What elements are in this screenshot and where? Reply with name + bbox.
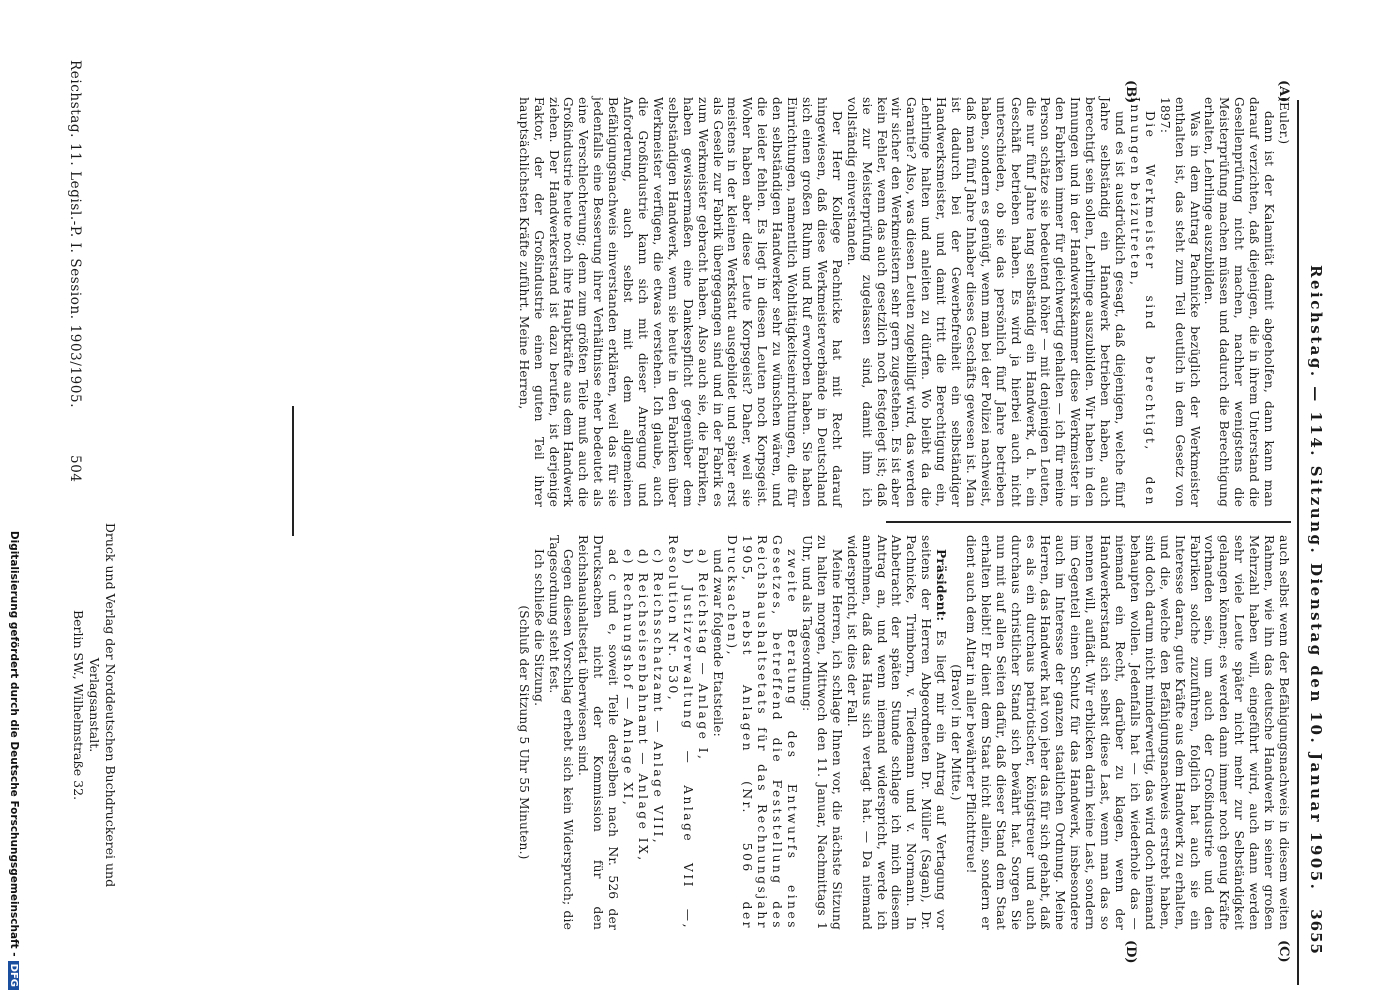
dfg-logo-icon: DFG [8,961,19,990]
legislature-info: Reichstag. 11. Legisl.-P. I. Session. 1903/1905. [67,60,83,409]
list-item: c) Reichsschatzamt — Anlage VIII, [650,549,665,846]
president-statement [844,535,948,930]
paragraph: Der Herr Kollege Pachnicke hat mit Recht darauf hingewiesen, daß diese Werkmeisterverbände in Deutschland sich einen großen Ruhm und Ruf erworben haben. Sie haben Einrichtungen, namentlich Wohltätigkeitseinrichtungen, die für den selbständigen Handwerker sehr zu wünschen wären, und die leider fehlen. Es liegt in diesen Leuten noch Korpsgeist. Woher haben aber diese Leute Korpsgeist? Daher, weil sie meistens in der kleinen Werkstatt ausgebildet und später erst als Geselle zur Fabrik übergegangen sind und in der Fabrik es zum Werkmeister gebracht haben. Also auch sie, die Fabriken, haben gewissermaßen eine Dankespflicht gegenüber dem selbständigen Handwerk, wenn sie heute in den Fabriken über Werkmeister verfügen, die etwas verstehen. Ich glaube, auch die Großindustrie kann sich mit dieser Anregung und Anforderung, auch selbst mit dem allgemeinen Befähigungsnachweis einverstanden erklären, weil das für sie jedenfalls eine Besserung ihrer Verhältnisse eher bedeutet als eine Verschlechterung; denn zum größten Teile muß auch die Großindustrie heute noch ihre Hauptkräfte aus dem Handwerk ziehen. Der Handwerkerstand ist dazu berufen, ist derjenige Faktor, der der Großindustrie einen guten Teil ihrer hauptsächlichsten Kräfte zuführt. Meine Herren, [516,97,844,507]
credit-text: Digitalisierung gefördert durch die Deutsche Forschungsgemeinschaft - [8,530,20,957]
header-rule [1297,100,1299,985]
agenda-item: zweite Beratung des Entwurfs eines Gesetzes, betreffend die Feststellung des Reichshaushaltsetats für das Rechnungsjahr 1905, nebst Anlagen (Nr. 506 der Drucksachen), [725,535,800,930]
imprint-line: Druck und Verlag der Norddeutschen Buchdruckerei und Verlagsanstalt. [87,522,118,888]
left-column [516,97,1291,507]
law-quote: Die Werkmeister sind berechtigt, den Innungen beizutreten, [1127,97,1157,507]
right-column [516,535,1291,930]
list-item: a) Reichstag — Anlage I, [695,549,710,762]
paragraph: Ich schließe die Sitzung. [531,549,546,707]
president-label: Präsident: [934,549,949,622]
digitization-credit [8,0,20,990]
paragraph: Gegen diesen Vorschlag erhebt sich kein Widerspruch; die Tagesordnung steht fest. [546,535,576,930]
paragraph: auch selbst wenn der Befähigungsnachweis in diesem weiten Rahmen, wie ihn das deutsche Handwerk in seiner großen Mehrzahl haben will, eingeführt wird, auch dann werden sehr viele Leute später nicht mehr zur Selbständigkeit gelangen können; es werden dann immer noch genug Kräfte vorhanden sein, um auch der Großindustrie und den Fabriken solche zuzuführen, folglich hat auch sie ein Interesse daran, gute Kräfte aus dem Handwerk zu erhalten, und die, welche den Befähigungsnachweis erstrebt haben, sind doch darum nicht minderwertig, das wird doch niemand behaupten wollen. Jedenfalls hat — ich wiederhole das — niemand ein Recht, darüber zu klagen, wenn der Handwerkerstand sich selbst diese Last, wenn man das so nennen will, auflädt. Wir erblicken darin keine Last, sondern im Gegenteil einen Schutz für das Handwerk, insbesondere auch im Interesse der ganzen staatlichen Ordnung. Meine Herren, das Handwerk hat von jeher das für sich gehabt, daß es als ein durchaus patriotischer, königstreuer und auch durchaus christlicher Stand sich bewährt hat. Sorgen Sie nun mit auf allen Seiten dafür, daß dieser Stand dem Staat erhalten bleibt! Er dient dem Staat nicht allein, sondern er dient auch dem Altar in aller bewährter Pflichttreue! [963,535,1291,930]
session-title: Reichstag. — 114. Sitzung. Dienstag den 10. Januar 1905. [1307,265,1325,892]
speaker-label: (Euler.) [1277,97,1291,145]
paragraph: dann ist der Kalamität damit abgeholfen, dann kann man darauf verzichten, daß diejenigen, die in ihrem Unterstand die Gesellenprüfung nicht machen, nachher wenigstens die Meisterprüfung machen müssen und dadurch die Berechtigung erhalten, Lehrlinge auszubilden. [1202,97,1277,507]
paragraph: und zwar folgende Etatsteile: [710,549,725,737]
imprint-line: Berlin SW., Wilhelmstraße 32. [71,609,86,801]
paragraph: Was in dem Antrag Pachnicke bezüglich der Werkmeister enthalten ist, das steht zum Teil deutlich in dem Gesetz von 1897: [1157,97,1202,507]
short-rule [292,406,294,536]
list-item: e) Rechnungshof — Anlage XI, [621,549,636,808]
footer-page-number: 504 [67,455,83,483]
closing-note: (Schluß der Sitzung 5 Uhr 55 Minuten.) [516,605,531,860]
list-item: d) Reichseisenbahnamt — Anlage IX, [636,549,651,863]
page-header [1301,55,1325,955]
margin-marker-c: (C) [1276,940,1291,963]
list-item: b) Justizverwaltung — Anlage VII —, Resolution Nr. 530, [665,535,695,930]
imprint [70,490,118,920]
paragraph: und es ist ausdrücklich gesagt, daß diejenigen, welche fünf Jahre selbständig ein Handwerk betrieben haben, auch berechtigt sein sollen, Lehrlinge auszubilden. Wir haben in den Innungen und in der Handwerkskammer diese Werkmeister in den Fabriken immer für gleichwertig gehalten — ich für meine Person schätze sie bedeutend höher — mit denjenigen Leuten, die nur fünf Jahre lang selbständig ein Handwerk, d. h. ein Geschäft betrieben haben. Es wird ja hierbei auch nicht unterschieden, ob sie das persönlich fünf Jahre betrieben haben, sondern es genügt, wenn man bei der Polizei nachweist, daß man fünf Jahre Inhaber dieses Geschäfts gewesen ist. Man ist dadurch bei der Gewerbefreiheit ein selbständiger Handwerksmeister, und damit tritt die Berechtigung ein, Lehrlinge halten und anleiten zu dürfen. Wo bleibt da die Garantie? Also, was diesen Leuten zugebilligt wird, das werden wir sicher den Werkmeistern sehr gern zugestehen. Es ist aber kein Fehler, wenn das auch gesetzlich noch festgelegt ist; daß sie zur Meisterprüfung zugelassen sind, damit ihm ich vollständig einverstanden. [844,97,1128,507]
paragraph: Es liegt mir ein Antrag auf Vertagung vor seitens der Herren Abgeordneten Dr. Müller (Sagan), Dr. Pachnicke, Trimborn, v. Tiedemann und v. Normann. In Anbetracht der späten Stunde schlage ich mich diesem Antrag an, und wenn niemand widerspricht, werde ich annehmen, daß das Haus sich vertagt hat. — Da niemand widerspricht, ist dies der Fall. [844,535,949,930]
margin-marker-a: (A) [1276,80,1291,103]
margin-marker-d: (D) [1123,940,1138,964]
column-divider [886,521,1291,523]
page-number: 3655 [1307,909,1325,955]
applause-note: (Bravo! in der Mitte.) [949,664,964,801]
paragraph: ad c und e, soweit Teile derselben nach Nr. 526 der Drucksachen nicht der Kommission für den Reichshaushaltsetat überwiesen sind. [576,535,621,930]
paragraph: Meine Herren, ich schlage Ihnen vor, die nächste Sitzung zu halten morgen, Mittwoch den 11. Januar, Nachmittags 1 Uhr, und als Tagesordnung: [800,535,844,930]
margin-marker-b: (B) [1123,80,1138,104]
